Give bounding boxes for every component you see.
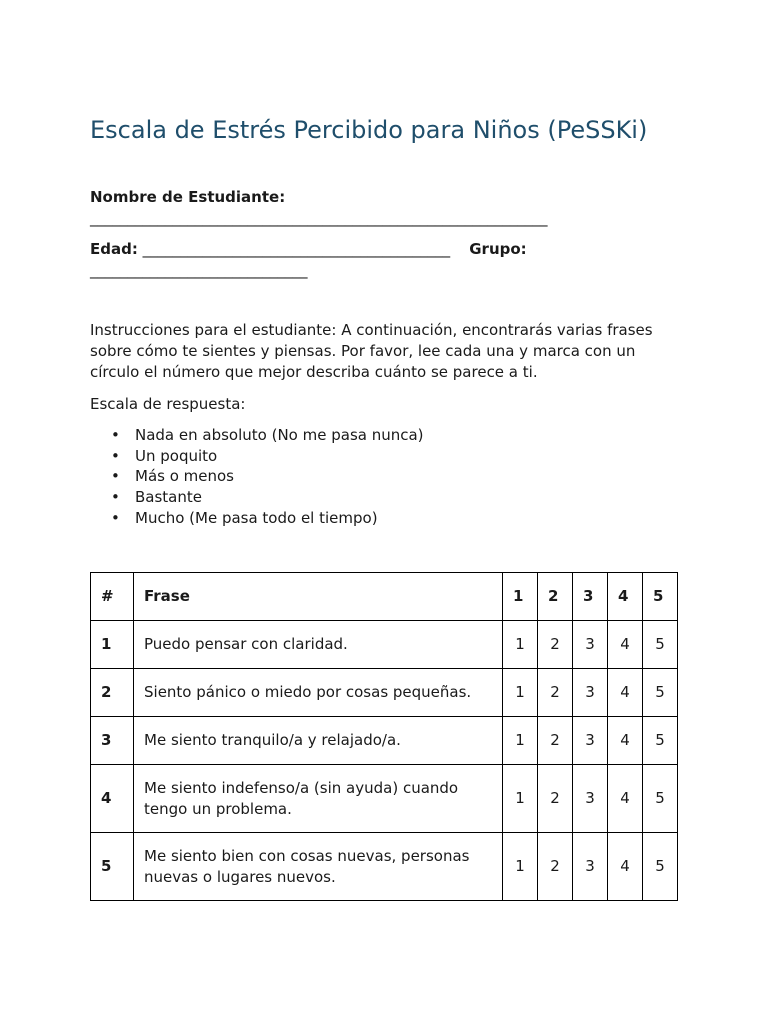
option-5[interactable]: 5 [643,765,678,833]
student-name-label: Nombre de Estudiante: [90,188,286,206]
table-row [91,717,678,765]
option-2[interactable]: 2 [538,765,573,833]
row-frase: Puedo pensar con claridad. [134,621,503,669]
page-title: Escala de Estrés Percibido para Niños (PeSSKi) [90,116,648,144]
row-frase: Me siento indefenso/a (sin ayuda) cuando tengo un problema. [134,765,503,833]
stress-items-table [90,572,678,901]
bullet-icon: • [111,508,120,527]
option-1[interactable]: 1 [503,833,538,901]
student-name-field [90,187,285,207]
option-5[interactable]: 5 [643,621,678,669]
table-row [91,621,678,669]
row-number: 4 [91,765,134,833]
header-option-4: 4 [608,573,643,621]
instructions-text: Instrucciones para el estudiante: A continuación, encontrarás varias frases sobre cómo te sientes y piensas. Por favor, lee cada una y marca con un círculo el número que mejor describa cuánto se parece a ti. [90,321,653,381]
row-number: 1 [91,621,134,669]
option-3[interactable]: 3 [573,669,608,717]
bullet-icon: • [111,446,120,465]
option-4[interactable]: 4 [608,765,643,833]
bullet-icon: • [111,467,120,486]
table-header-row [91,573,678,621]
row-frase: Siento pánico o miedo por cosas pequeñas. [134,669,503,717]
list-item: • Nada en absoluto (No me pasa nunca) [111,426,424,444]
option-1[interactable]: 1 [503,621,538,669]
table-row [91,669,678,717]
age-label: Edad: [90,240,138,258]
response-scale-list [90,425,424,529]
age-line[interactable]: _________________________________________ [142,240,451,258]
group-line[interactable]: _____________________________ [90,261,308,279]
header-option-3: 3 [573,573,608,621]
option-2[interactable]: 2 [538,621,573,669]
option-4[interactable]: 4 [608,717,643,765]
option-3[interactable]: 3 [573,621,608,669]
header-number: # [91,573,134,621]
option-3[interactable]: 3 [573,717,608,765]
group-label: Grupo: [469,240,527,258]
option-2[interactable]: 2 [538,717,573,765]
option-4[interactable]: 4 [608,669,643,717]
header-option-2: 2 [538,573,573,621]
student-name-line[interactable]: _____________________________________________________________ [90,209,548,227]
header-frase: Frase [134,573,503,621]
option-1[interactable]: 1 [503,765,538,833]
option-3[interactable]: 3 [573,765,608,833]
list-item: • Mucho (Me pasa todo el tiempo) [111,508,378,527]
option-5[interactable]: 5 [643,717,678,765]
option-1[interactable]: 1 [503,669,538,717]
row-frase: Me siento bien con cosas nuevas, personas nuevas o lugares nuevos. [134,833,503,901]
list-item: • Bastante [111,488,202,507]
table-row [91,833,678,901]
bullet-icon: • [111,426,120,444]
header-option-1: 1 [503,573,538,621]
option-2[interactable]: 2 [538,833,573,901]
row-number: 2 [91,669,134,717]
option-4[interactable]: 4 [608,621,643,669]
list-item: • Un poquito [111,446,218,465]
option-5[interactable]: 5 [643,833,678,901]
bullet-icon: • [111,488,120,507]
row-frase: Me siento tranquilo/a y relajado/a. [134,717,503,765]
header-option-5: 5 [643,573,678,621]
list-item: • Más o menos [111,467,235,486]
table-row [91,765,678,833]
option-2[interactable]: 2 [538,669,573,717]
option-5[interactable]: 5 [643,669,678,717]
row-number: 5 [91,833,134,901]
option-4[interactable]: 4 [608,833,643,901]
row-number: 3 [91,717,134,765]
response-scale-title: Escala de respuesta: [90,395,246,413]
option-3[interactable]: 3 [573,833,608,901]
option-1[interactable]: 1 [503,717,538,765]
age-group-field [90,239,527,259]
